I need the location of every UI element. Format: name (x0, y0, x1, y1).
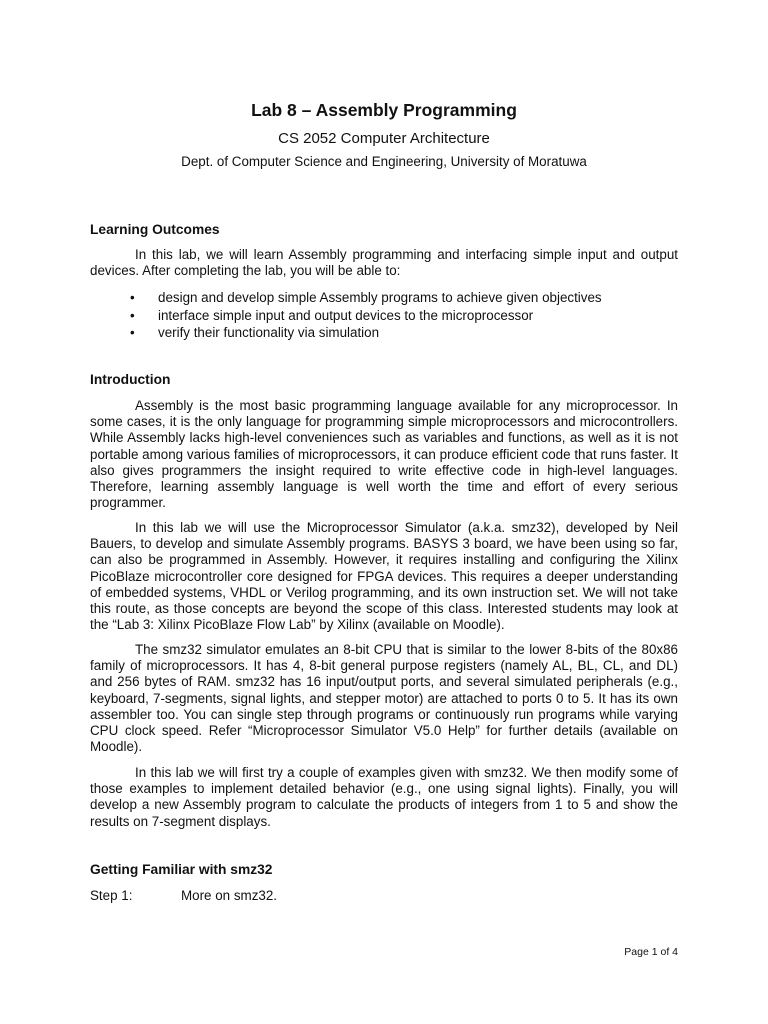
list-item (130, 324, 602, 342)
bullet-icon: • (130, 307, 135, 323)
intro-paragraph-1: Assembly is the most basic programming language available for any microprocessor. In some cases, it is the only language for programming simple microprocessors and microcontrollers. While Assembly lacks high-level conveniences such as variables and functions, as well as it is not portable among various families of microprocessors, it can produce efficient code that runs faster. It also gives programmers the insight required to write effective code in high-level languages. Therefore, learning assembly language is well worth the time and effort of every serious programmer. (90, 398, 678, 511)
learning-outcomes-list (130, 289, 602, 342)
step-text: More on smz32. (181, 888, 278, 903)
intro-paragraph-4: In this lab we will first try a couple of examples given with smz32. We then modify some of those examples to implement detailed behavior (e.g., one using signal lights). Finally, you will develop a new Assembly program to calculate the products of integers from 1 to 5 and show the results on 7-segment displays. (90, 765, 678, 829)
learning-outcomes-heading: Learning Outcomes (90, 222, 220, 237)
department-line: Dept. of Computer Science and Engineering, University of Moratuwa (181, 154, 587, 169)
bullet-icon: • (130, 290, 135, 305)
list-item-text: interface simple input and output devices to the microprocessor (158, 307, 534, 323)
document-title: Lab 8 – Assembly Programming (251, 100, 517, 120)
bullet-icon: • (130, 325, 135, 340)
learning-outcomes-intro: In this lab, we will learn Assembly programming and interfacing simple input and output devices. After completing the lab, you will be able to: (90, 247, 678, 279)
list-item (130, 307, 602, 325)
list-item-text: verify their functionality via simulation (158, 325, 380, 340)
list-item (130, 289, 602, 307)
intro-paragraph-2: In this lab we will use the Microprocessor Simulator (a.k.a. smz32), developed by Neil Bauers, to develop and simulate Assembly programs. BASYS 3 board, we have been using so far, can also be programmed in Assembly. However, it requires installing and configuring the Xilinx PicoBlaze microcontroller core designed for FPGA devices. This requires a deeper understanding of embedded systems, VHDL or Verilog programming, and its own instruction set. We will not take this route, as those concepts are beyond the scope of this class. Interested students may look at the “Lab 3: Xilinx PicoBlaze Flow Lab” by Xilinx (available on Moodle). (90, 520, 678, 633)
introduction-heading: Introduction (90, 372, 171, 387)
step-line (90, 888, 278, 903)
step-label: Step 1: (90, 888, 133, 903)
intro-paragraph-3: The smz32 simulator emulates an 8-bit CPU that is similar to the lower 8-bits of the 80x86 family of microprocessors. It has 4, 8-bit general purpose registers (namely AL, BL, CL, and DL) and 256 bytes of RAM. smz32 has 16 input/output ports, and several simulated peripherals (e.g., keyboard, 7-segments, signal lights, and stepper motor) are attached to ports 0 to 5. It has its own assembler too. You can single step through programs or continuously run programs while varying CPU clock speed. Refer “Microprocessor Simulator V5.0 Help” for further details (available on Moodle). (90, 642, 678, 755)
course-name: CS 2052 Computer Architecture (278, 130, 490, 147)
list-item-text: design and develop simple Assembly programs to achieve given objectives (158, 290, 602, 305)
getting-familiar-heading: Getting Familiar with smz32 (90, 862, 273, 877)
page-number: Page 1 of 4 (624, 946, 678, 958)
